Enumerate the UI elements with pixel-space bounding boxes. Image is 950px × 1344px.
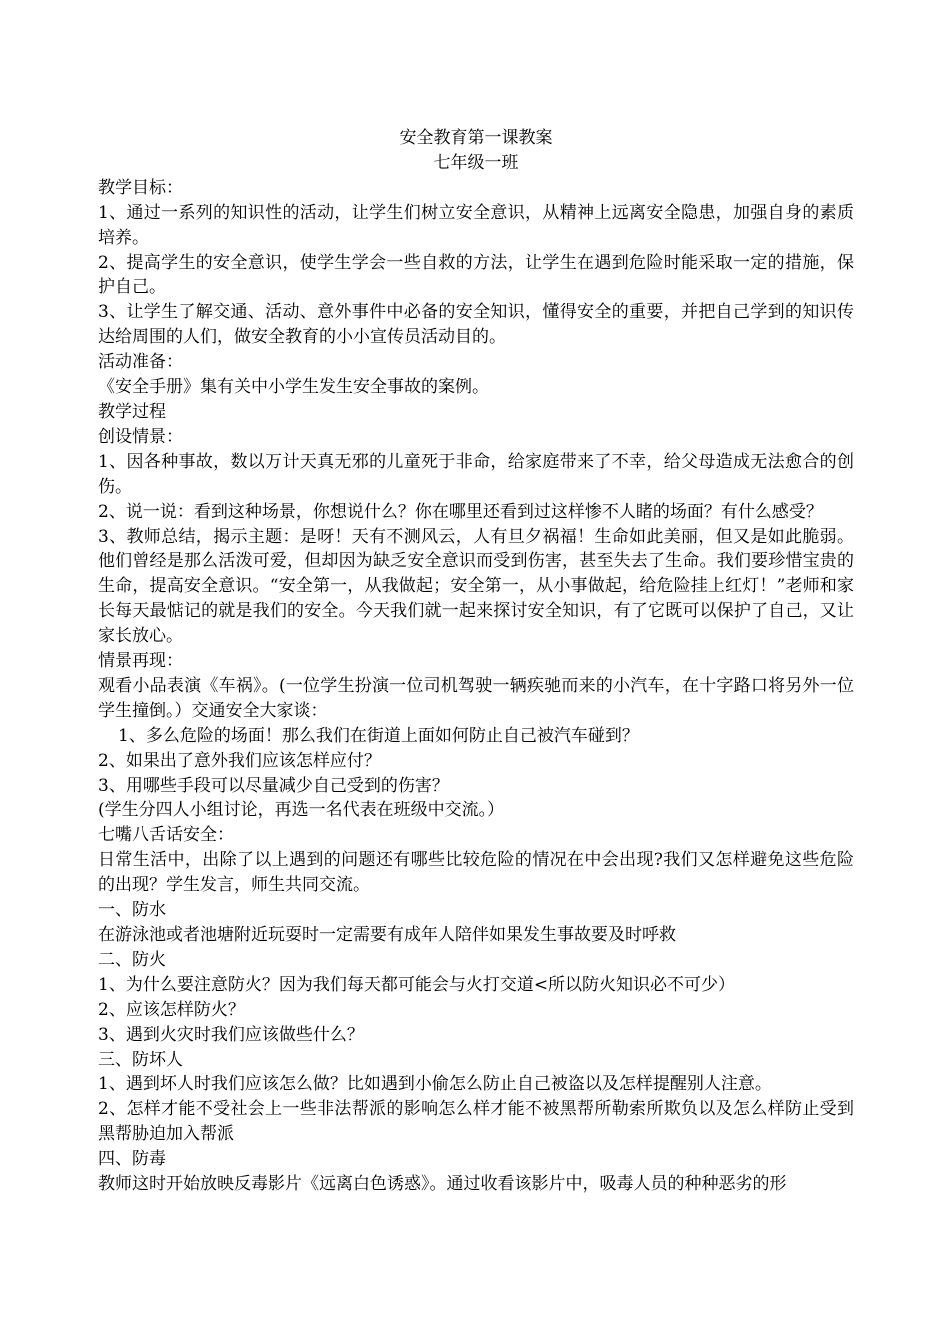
paragraph-drugs-heading: 四、防毒 — [98, 1149, 166, 1170]
paragraph-preparation-heading: 活动准备： — [98, 352, 183, 373]
paragraph-group-discussion: (学生分四人小组讨论，再选一名代表在班级中交流。） — [98, 800, 505, 821]
document-page — [98, 126, 854, 1197]
paragraph-traffic-2: 2、如果出了意外我们应该怎样应付？ — [98, 750, 381, 771]
paragraph-objective-3: 3、让学生了解交通、活动、意外事件中必备的安全知识，懂得安全的重要，并把自己学到的知识传达给周围的人们，做安全教育的小小宣传员活动目的。 — [98, 302, 854, 348]
paragraph-water: 在游泳池或者池塘附近玩耍时一定需要有成年人陪伴如果发生事故要及时呼救 — [98, 925, 676, 945]
paragraph-objective-1: 1、通过一系列的知识性的活动，让学生们树立安全意识，从精神上远离安全隐患，加强自身的素质培养。 — [98, 202, 854, 248]
paragraph-traffic-1: 1、多么危险的场面！那么我们在街道上面如何防止自己被汽车碰到？ — [118, 725, 639, 746]
paragraph-badpeople-2: 2、怎样才能不受社会上一些非法帮派的影响怎么样才能不被黑帮所勒索所欺负以及怎么样防止受到黑帮胁迫加入帮派 — [98, 1099, 854, 1145]
paragraph-reenact-heading: 情景再现： — [98, 651, 183, 672]
paragraph-scene-1: 1、因各种事故，数以万计天真无邪的儿童死于非命，给家庭带来了不幸，给父母造成无法愈合的创伤。 — [98, 451, 854, 497]
paragraph-traffic-3: 3、用哪些手段可以尽量减少自己受到的伤害？ — [98, 775, 449, 796]
paragraph-scene-3: 3、教师总结，揭示主题：是呀！天有不测风云，人有旦夕祸福！生命如此美丽，但又是如此脆弱。他们曾经是那么活泼可爱，但却因为缺乏安全意识而受到伤害，甚至失去了生命。我们要珍惜宝贵的生命，提高安全意识。“安全第一，从我做起；安全第一，从小事做起，给危险挂上红灯！”老师和家长每天最惦记的就是我们的安全。今天我们就一起来探讨安全知识，有了它既可以保护了自己，又让家长放心。 — [98, 526, 854, 647]
paragraph-drugs: 教师这时开始放映反毒影片《远离白色诱惑》。通过收看该影片中，吸毒人员的种种恶劣的形 — [98, 1174, 787, 1195]
paragraph-fire-3: 3、遇到火灾时我们应该做些什么？ — [98, 1024, 364, 1045]
paragraph-fire-1: 1、为什么要注意防火？因为我们每天都可能会与火打交道<所以防火知识必不可少） — [98, 974, 736, 995]
document-subtitle: 七年级一班 — [433, 152, 519, 173]
paragraph-fire-heading: 二、防火 — [98, 949, 166, 970]
paragraph-badpeople-1: 1、遇到坏人时我们应该怎么做？比如遇到小偷怎么防止自己被盗以及怎样提醒别人注意。 — [98, 1074, 772, 1095]
paragraph-scene-2: 2、说一说：看到这种场景，你想说什么？你在哪里还看到过这样惨不人睹的场面？有什么感受？ — [98, 501, 823, 522]
paragraph-process-heading: 教学过程 — [98, 401, 166, 422]
paragraph-preparation: 《安全手册》集有关中小学生发生安全事故的案例。 — [98, 377, 489, 398]
paragraph-scene-heading: 创设情景： — [98, 426, 183, 447]
document-title: 安全教育第一课教案 — [399, 128, 553, 148]
paragraph-water-heading: 一、防水 — [98, 900, 166, 921]
paragraph-badpeople-heading: 三、防坏人 — [98, 1049, 183, 1070]
paragraph-fire-2: 2、应该怎样防火？ — [98, 999, 245, 1020]
paragraph-talk-heading: 七嘴八舌话安全： — [98, 825, 234, 846]
paragraph-objective-2: 2、提高学生的安全意识，使学生学会一些自救的方法，让学生在遇到危险时能采取一定的措施，保护自己。 — [98, 252, 854, 298]
paragraph-reenact: 观看小品表演《车祸》。(一位学生扮演一位司机驾驶一辆疾驰而来的小汽车，在十字路口将另外一位学生撞倒。）交通安全大家谈： — [98, 675, 854, 721]
paragraph-objectives-heading: 教学目标： — [98, 177, 183, 198]
paragraph-talk: 日常生活中，出除了以上遇到的问题还有哪些比较危险的情况在中会出现?我们又怎样避免这些危险的出现？学生发言，师生共同交流。 — [98, 850, 854, 896]
